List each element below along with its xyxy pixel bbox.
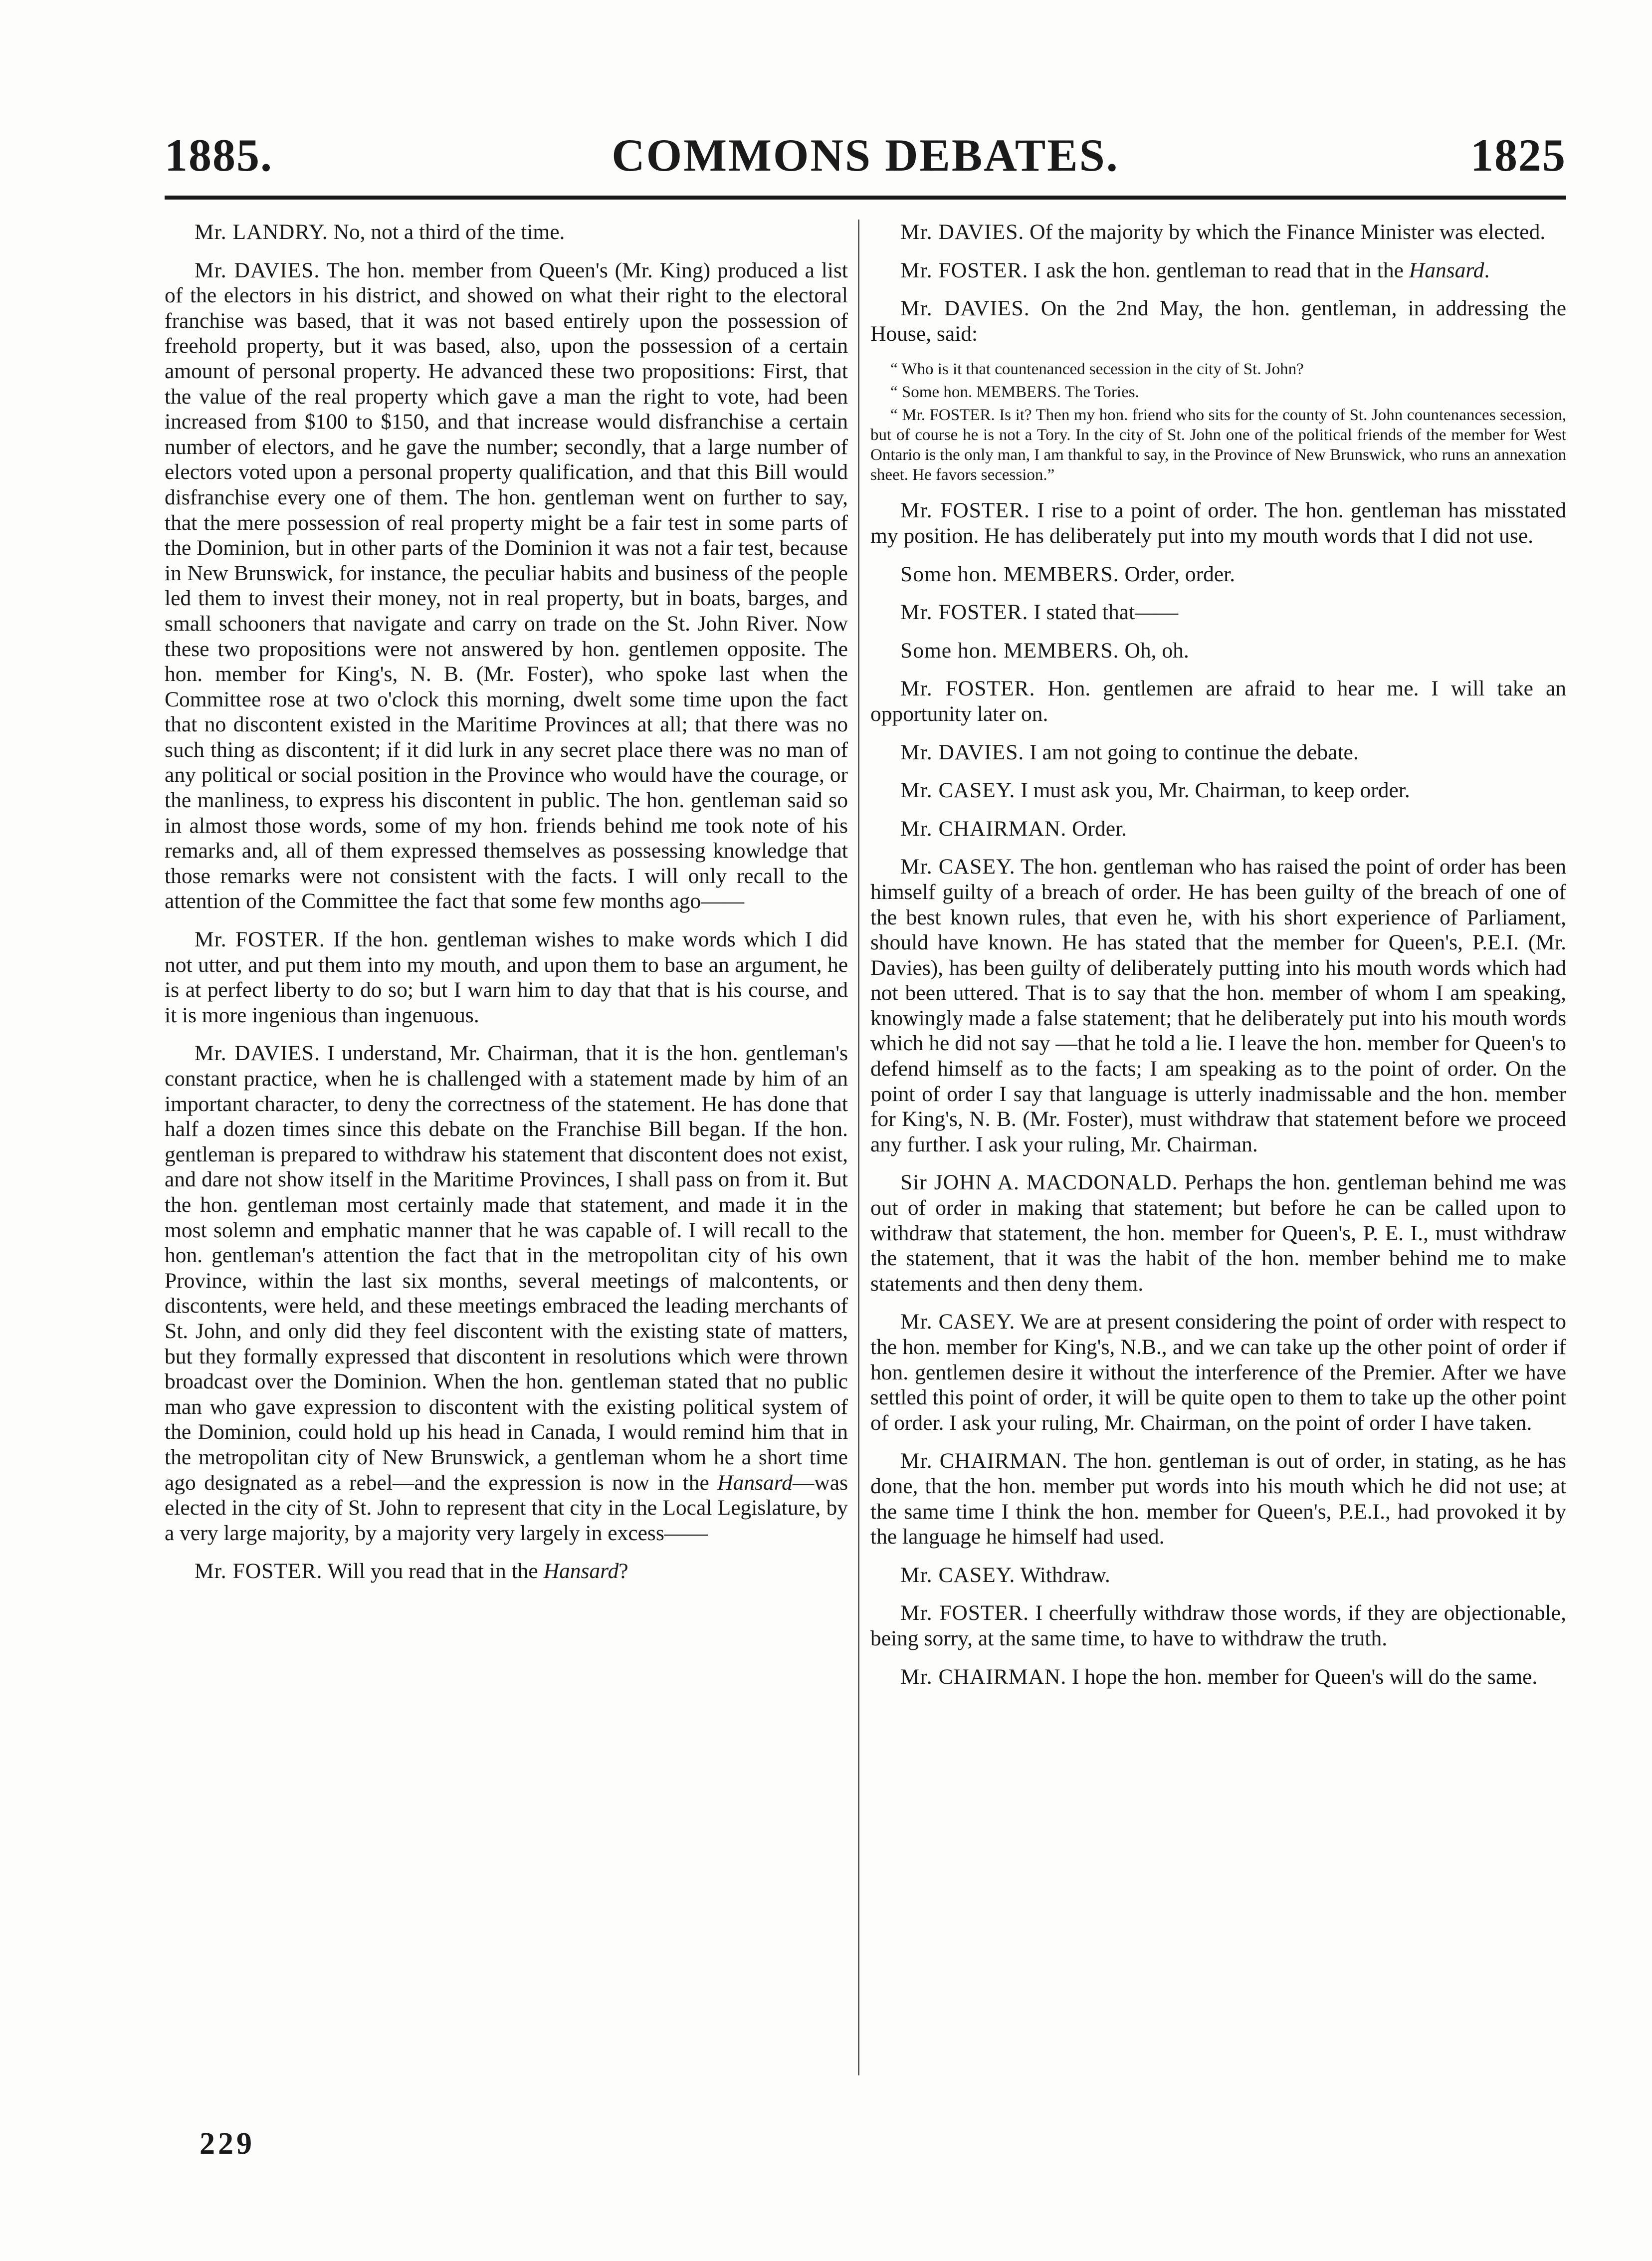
speech-text: I hope the hon. member for Queen's will do the same.	[1072, 1664, 1538, 1689]
speaker-name: Mr. CASEY.	[900, 1563, 1016, 1587]
speaker-name: Mr. FOSTER.	[900, 1601, 1030, 1625]
speaker-name: Mr. LANDRY.	[195, 220, 328, 244]
speech-paragraph	[870, 1600, 1566, 1651]
speaker-name: Mr. FOSTER.	[195, 927, 325, 952]
speech-paragraph	[870, 562, 1566, 587]
speech-text: Withdraw.	[1020, 1563, 1110, 1587]
speech-italic: Hansard	[543, 1559, 619, 1583]
speech-paragraph	[870, 1563, 1566, 1588]
speech-paragraph	[165, 258, 848, 914]
speech-text: If the hon. gentleman wishes to make words which I did not utter, and put them into my mouth, and upon them to base an argument, he is at perfect liberty to do so; but I warn him to day that that is his course, and it is more ingenious than ingenuous.	[165, 927, 848, 1027]
speech-text: I am not going to continue the debate.	[1030, 740, 1359, 764]
speaker-name: Mr. CASEY.	[900, 1310, 1016, 1334]
speaker-name: Some hon. MEMBERS.	[900, 638, 1119, 663]
speech-paragraph	[870, 854, 1566, 1157]
speech-paragraph	[870, 1664, 1566, 1690]
speech-text: Order.	[1072, 816, 1127, 841]
speech-paragraph	[870, 258, 1566, 283]
speech-text: Order, order.	[1124, 562, 1236, 586]
speaker-name: Mr. CHAIRMAN.	[900, 816, 1067, 841]
header-year: 1885.	[165, 130, 273, 181]
speech-paragraph	[870, 740, 1566, 765]
speaker-name: Mr. FOSTER.	[900, 498, 1030, 523]
speech-text: I ask the hon. gentleman to read that in the	[1033, 258, 1409, 282]
speech-text: We are at present considering the point of order with respect to the hon. member for King's, N.B., and we can take up the other point of order if hon. gentlemen desire it without the interference of the Premier. After we have settled this point of order, it will be quite open to them to take up the other point of order. I ask your ruling, Mr. Chairman, on the point of order I have taken.	[870, 1310, 1566, 1435]
speech-text-tail: .	[1484, 258, 1490, 282]
speaker-name: Mr. DAVIES.	[900, 296, 1030, 321]
speech-text: I cheerfully withdraw those words, if they are objectionable, being sorry, at the same time, to have to withdraw the truth.	[870, 1601, 1566, 1650]
speech-text: On the 2nd May, the hon. gentleman, in addressing the House, said:	[870, 296, 1567, 346]
speaker-name: Mr. DAVIES.	[900, 740, 1025, 764]
speech-paragraph	[870, 1309, 1566, 1435]
speech-paragraph	[870, 600, 1566, 625]
speaker-name: Mr. CHAIRMAN.	[900, 1449, 1068, 1473]
speaker-name: Mr. DAVIES.	[195, 258, 320, 282]
speaker-name: Mr. DAVIES.	[900, 220, 1025, 244]
speech-paragraph	[870, 296, 1566, 346]
speech-paragraph	[870, 1448, 1566, 1549]
speech-paragraph	[870, 498, 1566, 548]
speaker-name: Sir JOHN A. MACDONALD.	[900, 1170, 1178, 1195]
speech-text: Will you read that in the	[327, 1559, 544, 1583]
speech-text: Oh, oh.	[1124, 638, 1189, 663]
quote-line: “ Who is it that countenanced secession in the city of St. John?	[890, 360, 1304, 379]
speech-text: No, not a third of the time.	[333, 220, 565, 244]
speech-paragraph	[870, 816, 1566, 842]
speaker-name: Mr. FOSTER.	[195, 1559, 323, 1583]
header-rule	[165, 196, 1566, 200]
speech-text: I stated that——	[1033, 600, 1179, 625]
speech-paragraph	[165, 927, 848, 1028]
speaker-name: Mr. CHAIRMAN.	[900, 1664, 1067, 1689]
left-column	[165, 220, 848, 1597]
column-divider	[858, 220, 859, 2075]
quote-line: “ Mr. FOSTER. Is it? Then my hon. friend who sits for the county of St. John countenances secession, but of course he is not a Tory. In the city of St. John one of the political friends of the member for West Ontario is the only man, I am thankful to say, in the Province of New Brunswick, who runs an annexation sheet. He favors secession.”	[870, 406, 1566, 484]
speech-paragraph	[165, 1041, 848, 1546]
page-header	[165, 129, 1566, 194]
speaker-name: Mr. CASEY.	[900, 855, 1016, 879]
header-title: COMMONS DEBATES.	[612, 130, 1119, 181]
signature-mark: 229	[200, 2127, 255, 2161]
speech-text: Hon. gentlemen are afraid to hear me. I will take an opportunity later on.	[870, 677, 1566, 726]
speech-paragraph	[870, 778, 1566, 803]
speech-paragraph	[870, 1170, 1566, 1296]
speech-italic: Hansard	[1409, 258, 1484, 282]
speech-text-tail: —was elected in the city of St. John to represent that city in the Local Legislature, by a very large majority, by a majority very largely in excess——	[165, 1470, 848, 1545]
speaker-name: Mr. CASEY.	[900, 778, 1016, 803]
speaker-name: Mr. FOSTER.	[900, 258, 1029, 282]
speech-paragraph	[870, 676, 1566, 726]
speech-paragraph	[165, 220, 848, 245]
speech-text-tail: ?	[619, 1559, 628, 1583]
header-page-number: 1825	[1470, 130, 1566, 181]
speech-paragraph	[165, 1559, 848, 1584]
speech-text: I understand, Mr. Chairman, that it is the hon. gentleman's constant practice, when he is challenged with a statement made by him of an important character, to deny the correctness of the statement. He has done that half a dozen times since this debate on the Franchise Bill began. If the hon. gentleman is prepared to withdraw his statement that discontent does not exist, and dare not show itself in the Maritime Provinces, I shall pass on from it. But the hon. gentleman most certainly made that statement, and made it in the most solemn and emphatic manner that he was capable of. I will recall to the hon. gentleman's attention the fact that in the metropolitan city of his own Province, within the last six months, several meetings of malcontents, or discontents, were held, and these meetings embraced the leading merchants of St. John, and only did they feel discontent with the existing state of matters, but they formally expressed that discontent in resolutions which were thrown broadcast over the Dominion. When the hon. gentleman stated that no public man who gave expression to discontent with the existing political system of the Dominion, could hold up his head in Canada, I would remind him that in the metropolitan city of New Brunswick, a gentleman whom he a short time ago designated as a rebel—and the expression is now in the	[165, 1041, 848, 1495]
speech-text: The hon. gentleman who has raised the point of order has been himself guilty of a breach of order. He has been guilty of the breach of one of the best known rules, that even he, with his short experience of Parliament, should have known. He has stated that the member for Queen's, P.E.I. (Mr. Davies), has been guilty of deliberately putting into his mouth words which had not been uttered. That is to say that the hon. member of whom I am speaking, knowingly made a false statement; that he deliberately put into his mouth words which he did not say —that he told a lie. I leave the hon. member for Queen's to defend himself as to the facts; I am speaking as to the point of order. On the point of order I say that language is utterly inadmissable and the hon. member for King's, N. B. (Mr. Foster), must withdraw that statement before we proceed any further. I ask your ruling, Mr. Chairman.	[870, 855, 1567, 1156]
speech-paragraph	[870, 638, 1566, 664]
speech-text: The hon. gentleman is out of order, in stating, as he has done, that the hon. member put words into his mouth which he did not use; at the same time I think the hon. member for Queen's, P.E.I., had provoked it by the language he himself had used.	[870, 1449, 1566, 1549]
speaker-name: Mr. FOSTER.	[900, 677, 1035, 701]
speaker-name: Some hon. MEMBERS.	[900, 562, 1119, 586]
speech-text: Perhaps the hon. gentleman behind me was out of order in making that statement; but before he can be called upon to withdraw that statement, the hon. member for Queen's, P. E. I., must withdraw the statement, that it was the habit of the hon. member behind me to make statements and then deny them.	[870, 1170, 1567, 1296]
speaker-name: Mr. DAVIES.	[195, 1041, 320, 1066]
speech-paragraph	[870, 220, 1566, 245]
speech-text: The hon. member from Queen's (Mr. King) produced a list of the electors in his district, and showed on what their right to the electoral franchise was based, that it was not based entirely upon the possession of freehold property, but it was based, also, upon the possession of a certain amount of personal property. He advanced these two propositions: First, that the value of the real property which gave a man the right to vote, had been increased from $100 to $150, and that increase would disfranchise a certain number of electors, and he gave the number; secondly, that a large number of electors voted upon a personal property qualification, and that this Bill would disfranchise every one of them. The hon. gentleman went on further to say, that the mere possession of real property might be a fair test in some parts of the Dominion, but in other parts of the Dominion it was not a fair test, because in New Brunswick, for instance, the peculiar habits and business of the people led them to invest their money, not in real property, but in boats, barges, and small schooners that navigate and carry on trade on the St. John River. Now these two propositions were not answered by hon. gentlemen opposite. The hon. member for King's, N. B. (Mr. Foster), who spoke last when the Committee rose at two o'clock this morning, dwelt some time upon the fact that no discontent existed in the Maritime Provinces at all; that there was no such thing as discontent; if it did lurk in any secret place there was no man of any political or social position in the Province who would have the courage, or the manliness, to express his discontent in public. The hon. gentleman said so in almost those words, some of my hon. friends behind me took note of his remarks and, all of them expressed themselves as possessing knowledge that those remarks were not consistent with the facts. I will only recall to the attention of the Committee the fact that some few months ago——	[165, 258, 848, 913]
right-column	[870, 220, 1566, 1702]
speech-text: I must ask you, Mr. Chairman, to keep order.	[1021, 778, 1410, 803]
speaker-name: Mr. FOSTER.	[900, 600, 1029, 625]
quote-line: “ Some hon. MEMBERS. The Tories.	[890, 383, 1139, 402]
speech-text: Of the majority by which the Finance Minister was elected.	[1030, 220, 1546, 244]
speech-italic: Hansard	[717, 1470, 793, 1495]
speech-text: I rise to a point of order. The hon. gentleman has misstated my position. He has deliberately put into my mouth words that I did not use.	[870, 498, 1567, 548]
quoted-passage	[870, 359, 1566, 485]
